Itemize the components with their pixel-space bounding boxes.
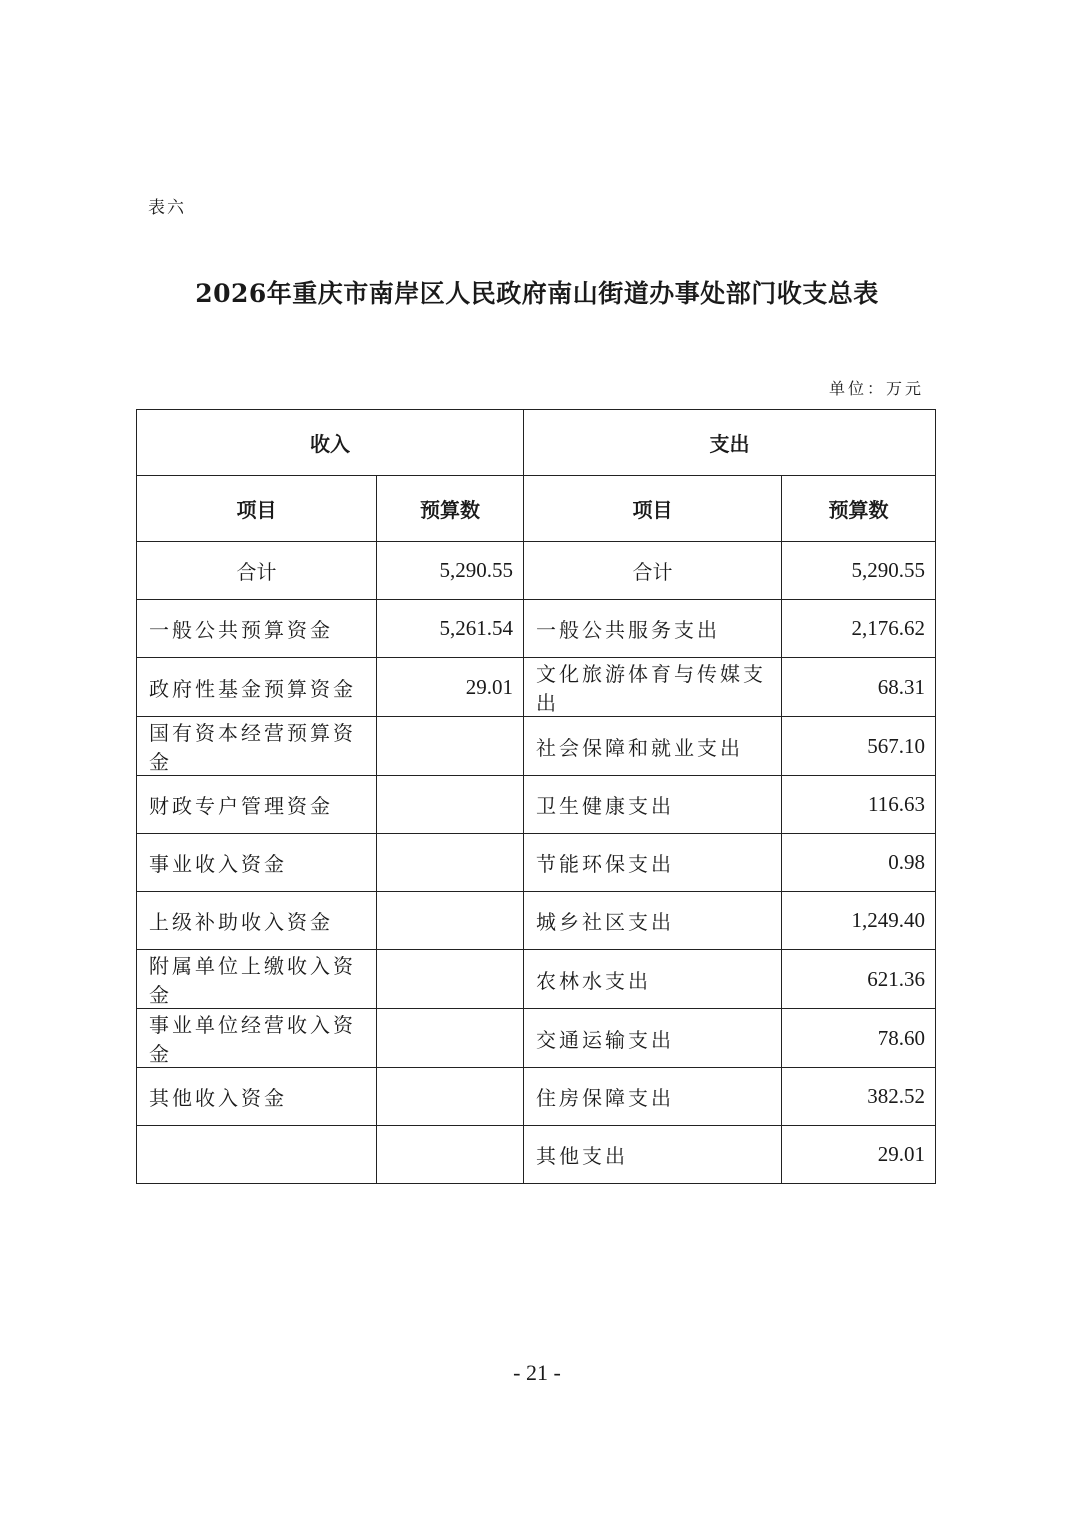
income-item-cell: 政府性基金预算资金 (137, 658, 377, 717)
income-item-cell: 国有资本经营预算资金 (137, 717, 377, 776)
expense-value-cell: 0.98 (782, 834, 936, 892)
income-value-cell: 5,261.54 (377, 600, 524, 658)
income-item-cell: 一般公共预算资金 (137, 600, 377, 658)
section-header-row (137, 410, 936, 476)
table-row (137, 892, 936, 950)
expense-total-value: 5,290.55 (782, 542, 936, 600)
table-row (137, 600, 936, 658)
income-budget-column-header: 预算数 (377, 476, 524, 542)
expense-budget-column-header: 预算数 (782, 476, 936, 542)
expense-value-cell: 78.60 (782, 1009, 936, 1068)
income-value-cell (377, 776, 524, 834)
expense-total-label: 合计 (524, 542, 782, 600)
income-total-value: 5,290.55 (377, 542, 524, 600)
expense-item-cell: 城乡社区支出 (524, 892, 782, 950)
income-total-label: 合计 (137, 542, 377, 600)
income-item-cell: 上级补助收入资金 (137, 892, 377, 950)
income-value-cell (377, 717, 524, 776)
table-row (137, 1068, 936, 1126)
expense-item-cell: 住房保障支出 (524, 1068, 782, 1126)
income-section-header: 收入 (137, 410, 524, 476)
table-label: 表六 (148, 198, 186, 218)
page-number: - 21 - (513, 1360, 561, 1385)
document-title: 2026年重庆市南岸区人民政府南山街道办事处部门收支总表 (195, 279, 879, 308)
expense-value-cell: 29.01 (782, 1126, 936, 1184)
expense-value-cell: 68.31 (782, 658, 936, 717)
expense-item-cell: 交通运输支出 (524, 1009, 782, 1068)
expense-value-cell: 621.36 (782, 950, 936, 1009)
income-value-cell (377, 1068, 524, 1126)
expense-item-cell: 其他支出 (524, 1126, 782, 1184)
income-value-cell (377, 1126, 524, 1184)
expense-value-cell: 2,176.62 (782, 600, 936, 658)
table-row (137, 834, 936, 892)
unit-label: 单位：万元 (828, 379, 924, 398)
expense-item-cell: 农林水支出 (524, 950, 782, 1009)
expense-value-cell: 116.63 (782, 776, 936, 834)
income-item-cell: 附属单位上缴收入资金 (137, 950, 377, 1009)
income-item-cell: 财政专户管理资金 (137, 776, 377, 834)
table-row (137, 950, 936, 1009)
expense-value-cell: 567.10 (782, 717, 936, 776)
expense-item-cell: 节能环保支出 (524, 834, 782, 892)
income-item-cell: 其他收入资金 (137, 1068, 377, 1126)
budget-summary-table (136, 409, 936, 1184)
table-row (137, 1009, 936, 1068)
income-item-cell (137, 1126, 377, 1184)
table-row (137, 776, 936, 834)
income-item-cell: 事业单位经营收入资金 (137, 1009, 377, 1068)
income-item-column-header: 项目 (137, 476, 377, 542)
expense-item-cell: 一般公共服务支出 (524, 600, 782, 658)
table-row (137, 1126, 936, 1184)
expense-section-header: 支出 (524, 410, 936, 476)
income-item-cell: 事业收入资金 (137, 834, 377, 892)
income-value-cell (377, 834, 524, 892)
expense-value-cell: 1,249.40 (782, 892, 936, 950)
income-value-cell (377, 892, 524, 950)
expense-item-cell: 文化旅游体育与传媒支出 (524, 658, 782, 717)
income-value-cell (377, 950, 524, 1009)
table-row (137, 658, 936, 717)
column-header-row (137, 476, 936, 542)
income-value-cell (377, 1009, 524, 1068)
table-row (137, 717, 936, 776)
expense-item-column-header: 项目 (524, 476, 782, 542)
total-row (137, 542, 936, 600)
income-value-cell: 29.01 (377, 658, 524, 717)
expense-item-cell: 社会保障和就业支出 (524, 717, 782, 776)
expense-value-cell: 382.52 (782, 1068, 936, 1126)
expense-item-cell: 卫生健康支出 (524, 776, 782, 834)
